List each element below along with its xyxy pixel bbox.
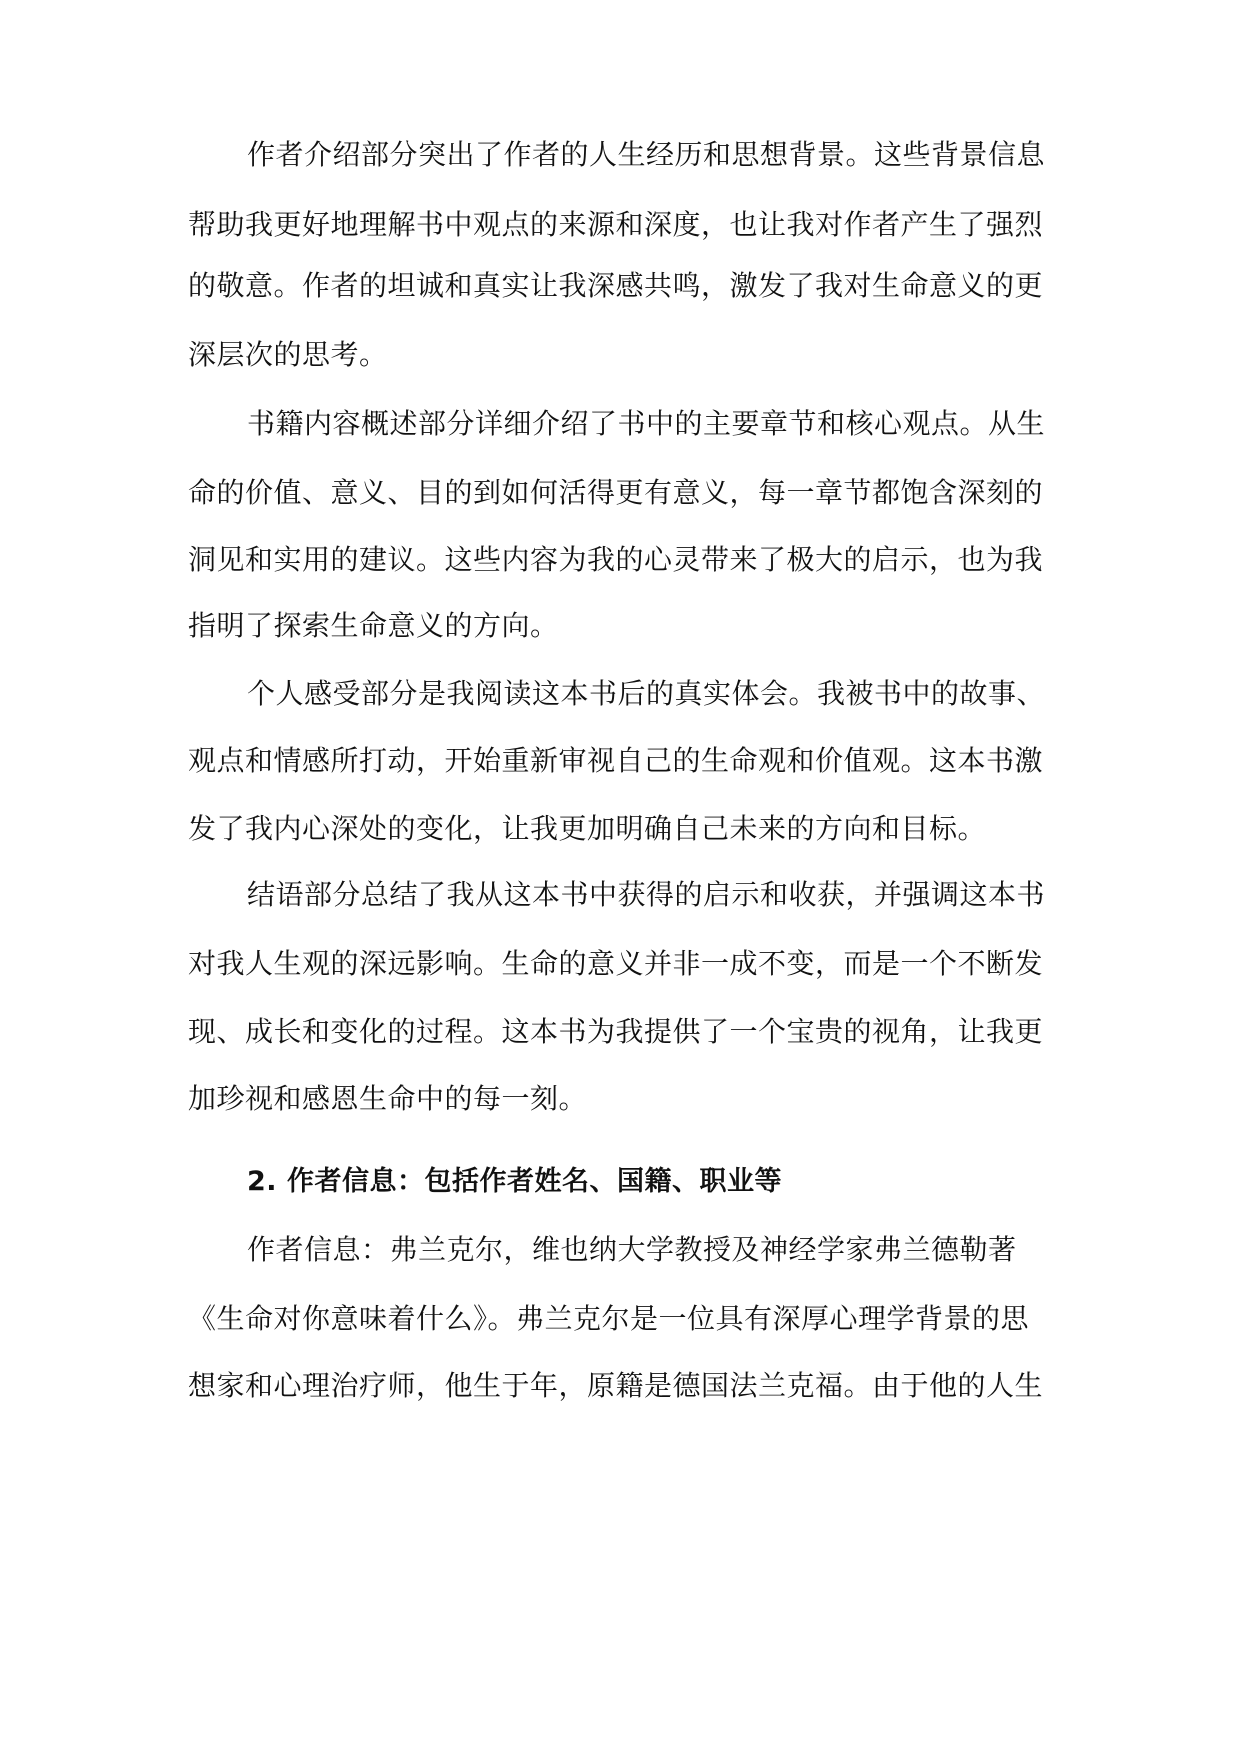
paragraph-3-line-3: 发了我内心深处的变化，让我更加明确自己未来的方向和目标。 [188, 812, 987, 845]
paragraph-4-line-2: 对我人生观的深远影响。生命的意义并非一成不变，而是一个不断发 [188, 947, 1044, 980]
paragraph-4-line-4: 加珍视和感恩生命中的每一刻。 [188, 1082, 588, 1115]
paragraph-4-line-3: 现、成长和变化的过程。这本书为我提供了一个宝贵的视角，让我更 [188, 1015, 1044, 1048]
paragraph-3-line-2: 观点和情感所打动，开始重新审视自己的生命观和价值观。这本书激 [188, 744, 1044, 777]
section-heading: 2. 作者信息：包括作者姓名、国籍、职业等 [247, 1166, 782, 1197]
paragraph-2-line-3: 洞见和实用的建议。这些内容为我的心灵带来了极大的启示，也为我 [188, 543, 1044, 576]
paragraph-1-line-2: 帮助我更好地理解书中观点的来源和深度，也让我对作者产生了强烈 [188, 208, 1044, 241]
paragraph-2-line-1: 书籍内容概述部分详细介绍了书中的主要章节和核心观点。从生 [247, 407, 1046, 440]
paragraph-2-line-4: 指明了探索生命意义的方向。 [188, 609, 559, 642]
author-paragraph-line-1: 作者信息：弗兰克尔，维也纳大学教授及神经学家弗兰德勒著 [247, 1233, 1017, 1266]
author-paragraph-line-2: 《生命对你意味着什么》。弗兰克尔是一位具有深厚心理学背景的思 [188, 1302, 1030, 1335]
paragraph-3-line-1: 个人感受部分是我阅读这本书后的真实体会。我被书中的故事、 [247, 677, 1046, 710]
paragraph-4-line-1: 结语部分总结了我从这本书中获得的启示和收获，并强调这本书 [247, 878, 1046, 911]
paragraph-2-line-2: 命的价值、意义、目的到如何活得更有意义，每一章节都饱含深刻的 [188, 476, 1044, 509]
author-paragraph-line-3: 想家和心理治疗师，他生于年，原籍是德国法兰克福。由于他的人生 [188, 1369, 1044, 1402]
paragraph-1-line-3: 的敬意。作者的坦诚和真实让我深感共鸣，激发了我对生命意义的更 [188, 269, 1044, 302]
paragraph-1-line-4: 深层次的思考。 [188, 338, 388, 371]
paragraph-1-line-1: 作者介绍部分突出了作者的人生经历和思想背景。这些背景信息 [247, 138, 1046, 171]
